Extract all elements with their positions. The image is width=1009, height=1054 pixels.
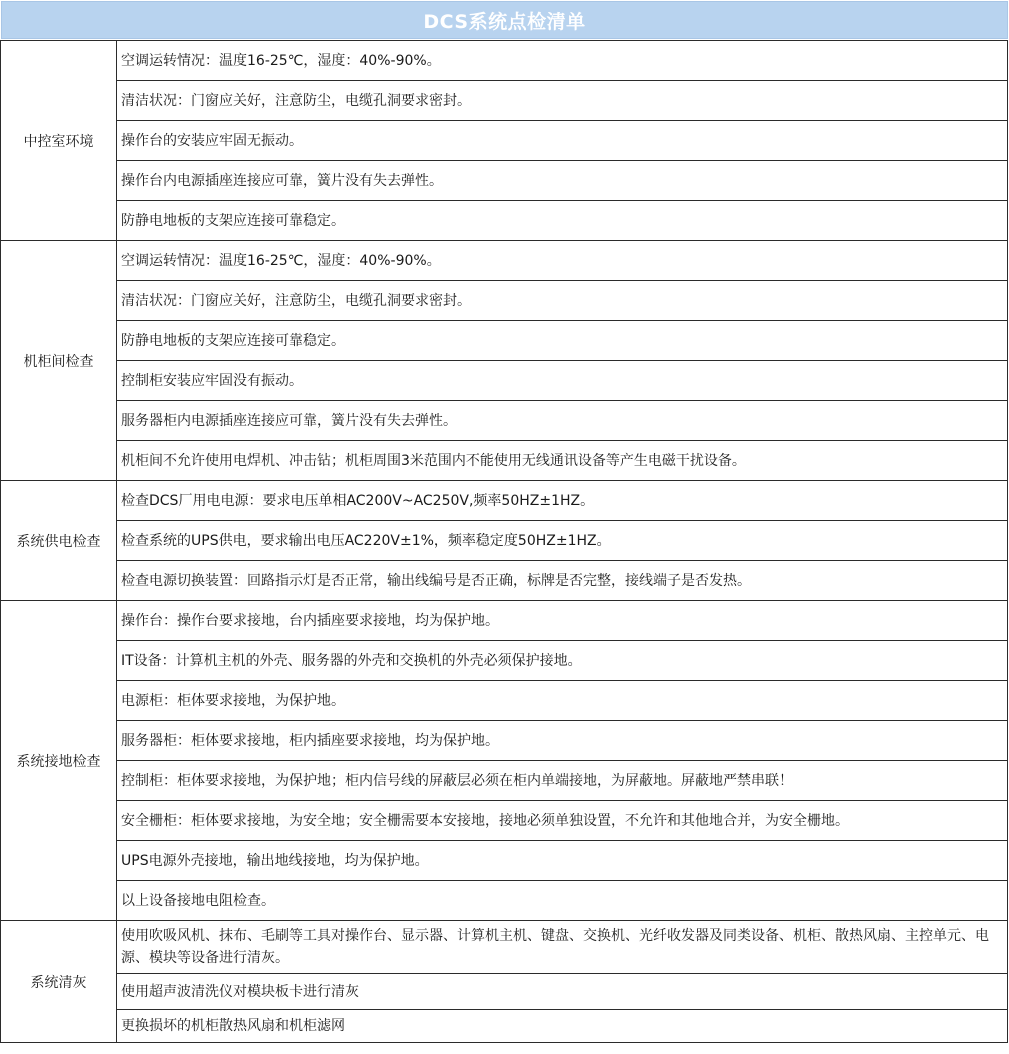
item-cell: 控制柜：柜体要求接地，为保护地；柜内信号线的屏蔽层必须在柜内单端接地，为屏蔽地。屏蔽地严禁串联！ xyxy=(117,761,1008,801)
item-cell: 检查DCS厂用电电源：要求电压单相AC200V~AC250V,频率50HZ±1HZ。 xyxy=(117,481,1008,521)
sheet-title: DCS系统点检清单 xyxy=(1,1,1008,39)
item-cell: 操作台的安装应牢固无振动。 xyxy=(117,121,1008,161)
category-cell: 中控室环境 xyxy=(1,41,117,241)
item-cell: 防静电地板的支架应连接可靠稳定。 xyxy=(117,201,1008,241)
table-row xyxy=(1,241,1008,281)
item-cell: 检查系统的UPS供电，要求输出电压AC220V±1%，频率稳定度50HZ±1HZ。 xyxy=(117,521,1008,561)
item-cell: 防静电地板的支架应连接可靠稳定。 xyxy=(117,321,1008,361)
item-cell: IT设备：计算机主机的外壳、服务器的外壳和交换机的外壳必须保护接地。 xyxy=(117,641,1008,681)
table-row xyxy=(1,974,1008,1010)
item-cell: UPS电源外壳接地，输出地线接地，均为保护地。 xyxy=(117,841,1008,881)
item-cell: 安全栅柜：柜体要求接地，为安全地；安全栅需要本安接地，接地必须单独设置，不允许和其他地合并，为安全栅地。 xyxy=(117,801,1008,841)
table-row xyxy=(1,121,1008,161)
item-cell: 操作台：操作台要求接地，台内插座要求接地，均为保护地。 xyxy=(117,601,1008,641)
item-cell: 检查电源切换装置：回路指示灯是否正常，输出线编号是否正确，标牌是否完整，接线端子是否发热。 xyxy=(117,561,1008,601)
item-cell: 服务器柜内电源插座连接应可靠，簧片没有失去弹性。 xyxy=(117,401,1008,441)
item-cell: 空调运转情况：温度16-25℃，湿度：40%-90%。 xyxy=(117,241,1008,281)
category-cell: 机柜间检查 xyxy=(1,241,117,481)
item-cell: 清洁状况：门窗应关好，注意防尘，电缆孔洞要求密封。 xyxy=(117,281,1008,321)
item-cell: 操作台内电源插座连接应可靠，簧片没有失去弹性。 xyxy=(117,161,1008,201)
table-row xyxy=(1,721,1008,761)
item-cell: 更换损坏的机柜散热风扇和机柜滤网 xyxy=(117,1010,1008,1043)
table-row xyxy=(1,641,1008,681)
table-row xyxy=(1,401,1008,441)
table-row xyxy=(1,81,1008,121)
table-row xyxy=(1,761,1008,801)
item-cell: 使用吹吸风机、抹布、毛刷等工具对操作台、显示器、计算机主机、键盘、交换机、光纤收发器及同类设备、机柜、散热风扇、主控单元、电源、模块等设备进行清灰。 xyxy=(117,921,1008,974)
item-cell: 服务器柜：柜体要求接地，柜内插座要求接地，均为保护地。 xyxy=(117,721,1008,761)
item-cell: 机柜间不允许使用电焊机、冲击钻；机柜周围3米范围内不能使用无线通讯设备等产生电磁干扰设备。 xyxy=(117,441,1008,481)
item-cell: 以上设备接地电阻检查。 xyxy=(117,881,1008,921)
table-row xyxy=(1,881,1008,921)
category-cell: 系统供电检查 xyxy=(1,481,117,601)
item-cell: 清洁状况：门窗应关好，注意防尘，电缆孔洞要求密封。 xyxy=(117,81,1008,121)
item-cell: 空调运转情况：温度16-25℃，湿度：40%-90%。 xyxy=(117,41,1008,81)
table-row xyxy=(1,281,1008,321)
table-row xyxy=(1,601,1008,641)
table-row xyxy=(1,561,1008,601)
category-cell: 系统清灰 xyxy=(1,921,117,1043)
table-row xyxy=(1,201,1008,241)
table-row xyxy=(1,441,1008,481)
table-row xyxy=(1,521,1008,561)
table-row xyxy=(1,41,1008,81)
table-row xyxy=(1,921,1008,974)
table-row xyxy=(1,681,1008,721)
table-row xyxy=(1,801,1008,841)
category-cell: 系统接地检查 xyxy=(1,601,117,921)
item-cell: 使用超声波清洗仪对模块板卡进行清灰 xyxy=(117,974,1008,1010)
checklist-table xyxy=(0,40,1008,1043)
item-cell: 控制柜安装应牢固没有振动。 xyxy=(117,361,1008,401)
table-row xyxy=(1,161,1008,201)
table-row xyxy=(1,1010,1008,1043)
table-row xyxy=(1,841,1008,881)
item-cell: 电源柜：柜体要求接地，为保护地。 xyxy=(117,681,1008,721)
table-row xyxy=(1,361,1008,401)
table-row xyxy=(1,481,1008,521)
table-row xyxy=(1,321,1008,361)
